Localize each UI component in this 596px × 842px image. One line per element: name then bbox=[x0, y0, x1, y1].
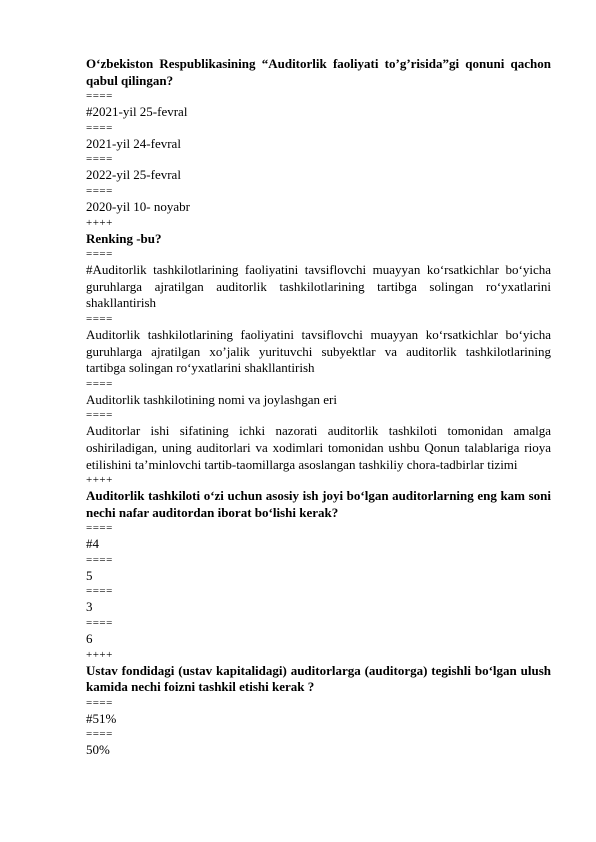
separator: ==== bbox=[86, 184, 113, 197]
answer-option: 2021-yil 24-fevral bbox=[86, 135, 181, 151]
question-separator: ++++ bbox=[86, 216, 113, 229]
answer-option: #Auditorlik tashkilotlarining faoliyatini tavsiflovchi muayyan ko‘rsatkichlar bo‘yicha guruhlarga ajratilgan auditorlik tashkilotlarining tartibga solingan ro‘yxatlarini shakllantirish bbox=[86, 262, 551, 311]
separator: ==== bbox=[86, 728, 113, 741]
separator: ==== bbox=[86, 121, 113, 134]
separator: ==== bbox=[86, 248, 113, 261]
separator: ==== bbox=[86, 153, 113, 166]
answer-option: #2021-yil 25-fevral bbox=[86, 104, 188, 120]
question-text: Ustav fondidagi (ustav kapitalidagi) auditorlarga (auditorga) tegishli bo‘lgan ulush kamida nechi foizni tashkil etishi kerak ? bbox=[86, 662, 551, 695]
answer-option: 3 bbox=[86, 599, 93, 615]
separator: ==== bbox=[86, 585, 113, 598]
answer-option: #51% bbox=[86, 710, 117, 726]
answer-option: #4 bbox=[86, 536, 99, 552]
answer-option: Auditorlar ishi sifatining ichki nazorati auditorlik tashkiloti tomonidan amalga oshiriladigan, uning auditorlari va xodimlari tomonidan ushbu Qonun talablariga rioya etilishini ta’minlovchi tartib-taomillarga asoslangan tashkiliy chora-tadbirlar tizimi bbox=[86, 423, 551, 472]
separator: ==== bbox=[86, 90, 113, 103]
answer-option: 6 bbox=[86, 631, 93, 647]
question-text: Renking -bu? bbox=[86, 230, 162, 246]
separator: ==== bbox=[86, 409, 113, 422]
answer-option: 50% bbox=[86, 742, 110, 758]
separator: ==== bbox=[86, 312, 113, 325]
separator: ==== bbox=[86, 553, 113, 566]
document-page bbox=[86, 56, 551, 759]
answer-option: Auditorlik tashkilotlarining faoliyatini tavsiflovchi muayyan ko‘rsatkichlar bo‘yicha guruhlarga ajratilgan xo’jalik yurituvchi subyektlar va auditorlik tashkilotlarining tartibga solingan ro‘yxatlarini shakllantirish bbox=[86, 326, 551, 376]
separator: ==== bbox=[86, 522, 113, 535]
question-text: O‘zbekiston Respublikasining “Auditorlik faoliyati to’g’risida”gi qonuni qachon qabul qilingan? bbox=[86, 56, 551, 88]
question-separator: ++++ bbox=[86, 474, 113, 487]
question-separator: ++++ bbox=[86, 648, 113, 661]
answer-option: 2022-yil 25-fevral bbox=[86, 167, 181, 183]
separator: ==== bbox=[86, 617, 113, 630]
separator: ==== bbox=[86, 377, 113, 390]
answer-option: 5 bbox=[86, 567, 93, 583]
separator: ==== bbox=[86, 696, 113, 709]
answer-option: Auditorlik tashkilotining nomi va joylashgan eri bbox=[86, 391, 337, 407]
question-text: Auditorlik tashkiloti o‘zi uchun asosiy ish joyi bo‘lgan auditorlarning eng kam soni nechi nafar auditordan iborat bo‘lishi kerak? bbox=[86, 488, 551, 520]
answer-option: 2020-yil 10- noyabr bbox=[86, 198, 190, 214]
